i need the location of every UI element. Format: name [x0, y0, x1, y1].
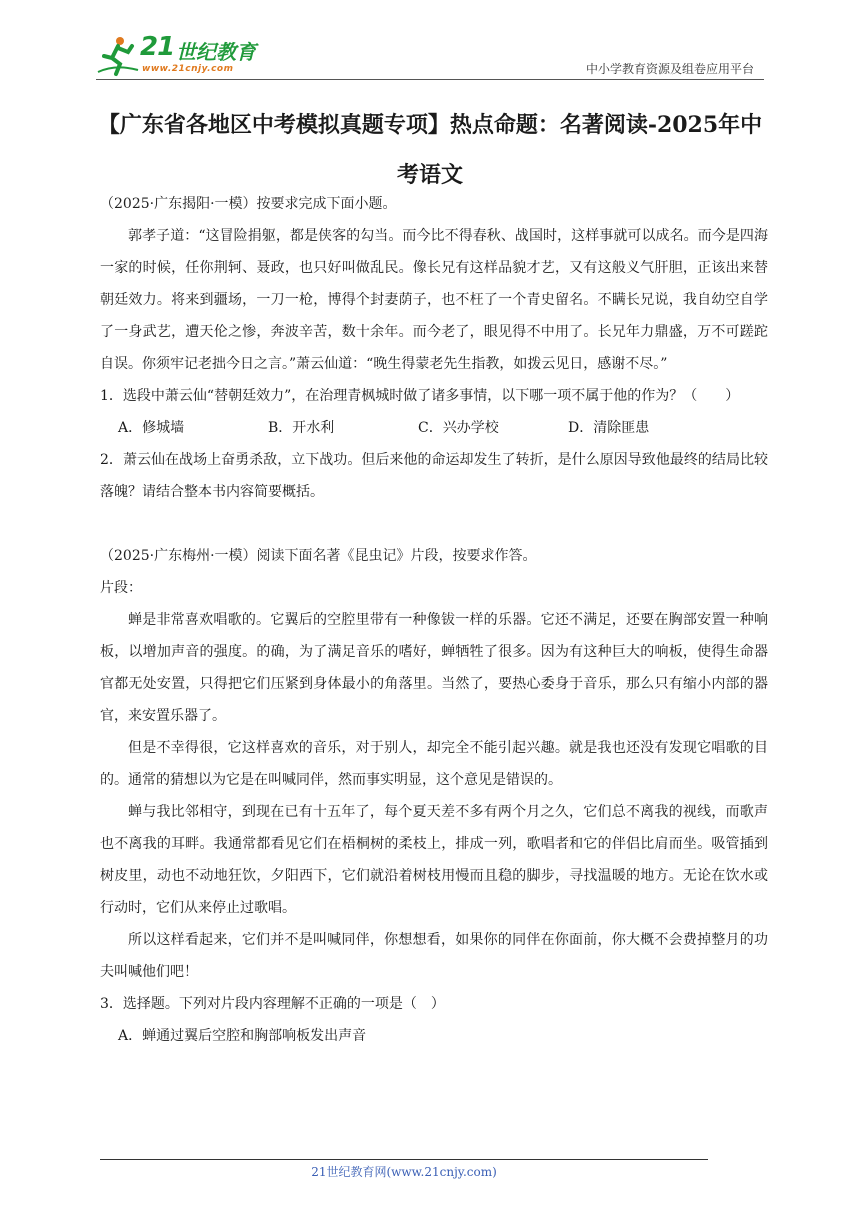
page-title: 【广东省各地区中考模拟真题专项】热点命题：名著阅读-2025年中考语文 — [97, 112, 763, 188]
platform-name: 中小学教育资源及组卷应用平台 — [585, 62, 754, 76]
runner-logo-icon — [96, 34, 140, 78]
option-d: D．清除匪患 — [568, 420, 650, 436]
question-1-options — [100, 412, 768, 444]
section1-source: （2025·广东揭阳·一模）按要求完成下面小题。 — [100, 196, 397, 212]
footer-divider — [100, 1159, 708, 1160]
excerpt-paragraph: 所以这样看起来，它们并不是叫喊同伴，你想想看，如果你的同伴在你面前，你大概不会费掉整月的功夫叫喊他们吧！ — [100, 932, 768, 980]
question-3-option-a: A．蝉通过翼后空腔和胸部响板发出声音 — [118, 1028, 367, 1044]
option-a: A．修城墙 — [118, 420, 185, 436]
header-divider — [96, 79, 764, 80]
section1-passage: 郭孝子道：“这冒险捐躯，都是侠客的勾当。而今比不得春秋、战国时，这样事就可以成名。而今是四海一家的时候，任你荆轲、聂政，也只好叫做乱民。像长兄有这样品貌才艺，又有这般义气肝胆，正该出来替朝廷效力。将来到疆场，一刀一枪，博得个封妻荫子，也不枉了一个青史留名。不瞒长兄说，我自幼空自学了一身武艺，遭天伦之惨，奔波辛苦，数十余年。而今老了，眼见得不中用了。长兄年力鼎盛，万不可蹉跎自误。你须牢记老拙今日之言。”萧云仙道：“晚生得蒙老先生指教，如拨云见日，感谢不尽。” — [100, 228, 768, 372]
logo-url: www.21cnjy.com — [142, 64, 234, 74]
option-b: B．开水利 — [268, 420, 335, 436]
logo-mark: 21 — [140, 32, 175, 62]
option-c: C．兴办学校 — [418, 420, 499, 436]
document-body — [100, 188, 768, 1052]
question-1: 1．选段中萧云仙“替朝廷效力”，在治理青枫城时做了诸多事情，以下哪一项不属于他的作为？（ ） — [100, 388, 740, 404]
footer-text: 21世纪教育网(www.21cnjy.com) — [311, 1165, 497, 1179]
excerpt-paragraph: 蝉与我比邻相守，到现在已有十五年了，每个夏天差不多有两个月之久，它们总不离我的视线，而歌声也不离我的耳畔。我通常都看见它们在梧桐树的柔枝上，排成一列，歌唱者和它的伴侣比肩而坐。吸管插到树皮里，动也不动地狂饮，夕阳西下，它们就沿着树枝用慢而且稳的脚步，寻找温暖的地方。无论在饮水或行动时，它们从来停止过歌唱。 — [100, 804, 768, 916]
logo-name: 世纪教育 — [176, 40, 256, 64]
excerpt-paragraph: 蝉是非常喜欢唱歌的。它翼后的空腔里带有一种像钹一样的乐器。它还不满足，还要在胸部安置一种响板，以增加声音的强度。的确，为了满足音乐的嗜好，蝉牺牲了很多。因为有这种巨大的响板，使得生命器官都无处安置，只得把它们压紧到身体最小的角落里。当然了，要热心委身于音乐，那么只有缩小内部的器官，来安置乐器了。 — [100, 612, 768, 724]
excerpt-paragraph: 但是不幸得很，它这样喜欢的音乐，对于别人，却完全不能引起兴趣。就是我也还没有发现它唱歌的目的。通常的猜想以为它是在叫喊同伴，然而事实明显，这个意见是错误的。 — [100, 740, 768, 788]
logo — [96, 30, 266, 80]
section2-source: （2025·广东梅州·一模）阅读下面名著《昆虫记》片段，按要求作答。 — [100, 548, 537, 564]
page-header — [96, 30, 764, 82]
excerpt-label: 片段： — [100, 580, 142, 596]
question-2: 2．萧云仙在战场上奋勇杀敌，立下战功。但后来他的命运却发生了转折，是什么原因导致他最终的结局比较落魄？请结合整本书内容简要概括。 — [100, 452, 768, 500]
question-3: 3．选择题。下列对片段内容理解不正确的一项是（ ） — [100, 996, 445, 1012]
